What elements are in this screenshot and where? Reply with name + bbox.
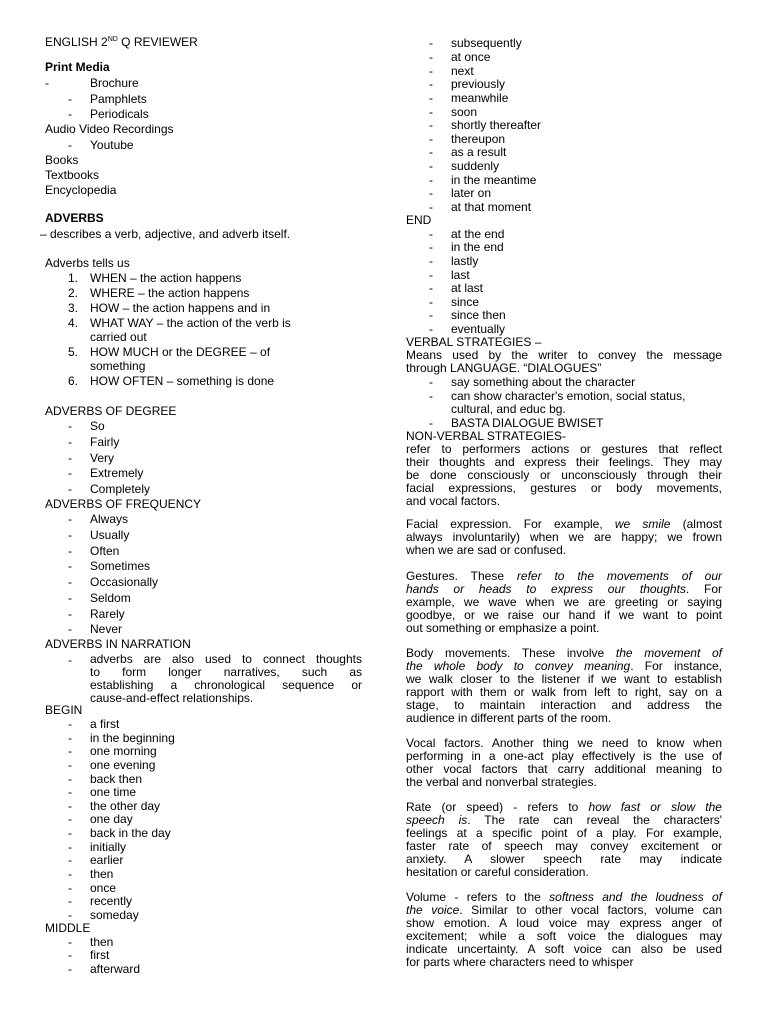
verbal-definition: Means used by the writer to convey the message through LANGUAGE. “DIALOGUES” [406, 348, 722, 375]
nonverbal-paragraph: refer to performers actions or gestures that reflect their thoughts and express their feelings. They may be done consciously or unconsciously through their facial expressions, gestures or body movements, and vocal factors. [406, 442, 722, 508]
degree-heading: ADVERBS OF DEGREE [45, 404, 177, 418]
nonverbal-heading: NON-VERBAL STRATEGIES- [406, 429, 567, 443]
rate-paragraph: Rate (or speed) - refers to how fast or slow the speech is. The rate can reveal the characters' feelings at a specific point of a play. For example, faster rate of speech may convey excitement or anxiety. A slower speech rate may indicate hesitation or careful consideration. [406, 800, 722, 879]
vocal-factors-paragraph: Vocal factors. Another thing we need to know when performing in a one-act play effectively is the use of other vocal factors that carry additional meaning to the verbal and nonverbal strategies. [406, 736, 722, 789]
adverbs-definition: – describes a verb, adjective, and adverb itself. [40, 227, 291, 241]
middle-heading: MIDDLE [45, 921, 91, 935]
narration-heading: ADVERBS IN NARRATION [45, 637, 191, 651]
verbal-heading: VERBAL STRATEGIES – [406, 335, 542, 349]
narration-paragraph: adverbs are also used to connect thoughts to form longer narratives, such as establishing a chronological sequence or cause-and-effect relationships. [90, 652, 362, 705]
end-heading: END [406, 213, 432, 227]
begin-heading: BEGIN [45, 703, 83, 717]
print-media-heading: Print Media [45, 60, 110, 74]
category-label: Encyclopedia [45, 183, 117, 197]
category-label: Books [45, 153, 79, 167]
gestures-paragraph: Gestures. These refer to the movements of our hands or heads to express our thoughts. For example, we wave when we are greeting or saying goodbye, or we raise our hand if we want to point out something or emphasize a point. [406, 569, 723, 635]
frequency-heading: ADVERBS OF FREQUENCY [45, 497, 202, 511]
body-movements-paragraph: Body movements. These involve the movement of the whole body to convey meaning. For instance, we walk closer to the listener if we want to establish rapport with them or walk from left to right, say on a stage, to maintain interaction and address the audience in different parts of the room. [406, 646, 722, 725]
audio-video-heading: Audio Video Recordings [45, 122, 174, 136]
adverbs-tells-heading: Adverbs tells us [45, 256, 130, 270]
facial-expression-paragraph: Facial expression. For example, we smile (almost always involuntarily) when we are happy; we frown when we are sad or confused. [406, 517, 722, 557]
volume-paragraph: Volume - refers to the softness and the loudness of the voice. Similar to other vocal factors, volume can show emotion. A loud voice may express anger of excitement; while a soft voice the dialogues may indicate uncertainty. A soft voice can also be used for parts where characters need to whisper [406, 890, 722, 969]
document-title: ENGLISH 2ND Q REVIEWER [45, 35, 198, 49]
category-label: Textbooks [45, 168, 100, 182]
adverbs-heading: ADVERBS [45, 211, 104, 225]
